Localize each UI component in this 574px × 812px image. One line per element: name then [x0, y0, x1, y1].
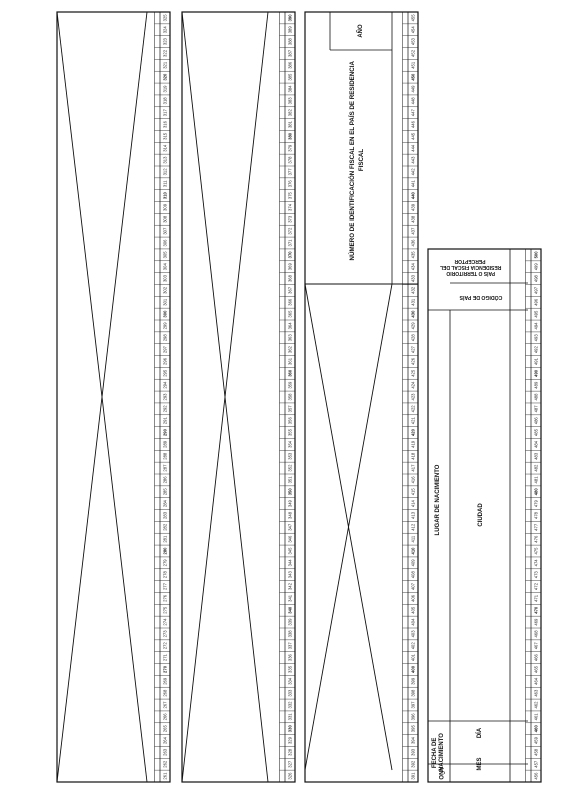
cell-number: 480: [533, 488, 539, 496]
cell-number: 489: [533, 381, 539, 389]
cell-number: 376: [287, 180, 293, 188]
cell-number: 500: [533, 251, 539, 259]
cell-number: 452: [410, 49, 416, 57]
cell-number: 300: [162, 310, 168, 318]
cell-number: 344: [287, 559, 293, 567]
cell-number: 406: [410, 594, 416, 602]
cell-number: 316: [162, 121, 168, 129]
cell-number: 334: [287, 677, 293, 685]
cell-number: 322: [162, 49, 168, 57]
cell-number: 433: [410, 275, 416, 283]
cell-number: 380: [287, 132, 293, 140]
cell-number: 461: [533, 713, 539, 721]
cell-number: 496: [533, 298, 539, 306]
cell-number: 456: [533, 772, 539, 780]
cell-number: 312: [162, 168, 168, 176]
cell-number: 442: [410, 168, 416, 176]
cell-number: 421: [410, 417, 416, 425]
cell-number: 277: [162, 583, 168, 591]
cell-number: 487: [533, 405, 539, 413]
cell-number: 385: [287, 73, 293, 81]
cell-number: 458: [533, 748, 539, 756]
cell-number: 315: [162, 132, 168, 140]
cell-number: 382: [287, 109, 293, 117]
cell-number: 303: [162, 275, 168, 283]
panel-3-number-strip: [403, 12, 419, 782]
pais-header-line-1: PAÍS O TERRITORIO: [446, 270, 496, 276]
cell-number: 475: [533, 547, 539, 555]
cell-number: 284: [162, 500, 168, 508]
panel-3-title-line-2: FISCAL: [358, 148, 365, 172]
cell-number: 387: [287, 49, 293, 57]
cell-number: 410: [410, 547, 416, 555]
cell-number: 280: [162, 547, 168, 555]
cell-number: 321: [162, 61, 168, 69]
cell-number: 440: [410, 192, 416, 200]
cell-number: 345: [287, 547, 293, 555]
cell-number: 455: [410, 14, 416, 22]
cell-number: 279: [162, 559, 168, 567]
cell-number: 364: [287, 322, 293, 330]
cell-number: 417: [410, 464, 416, 472]
cell-number: 449: [410, 85, 416, 93]
cell-number: 362: [287, 346, 293, 354]
cell-number: 499: [533, 263, 539, 271]
cell-number: 311: [162, 180, 168, 188]
cell-number: 465: [533, 665, 539, 673]
cell-number: 346: [287, 535, 293, 543]
cell-number: 323: [162, 38, 168, 46]
cell-number: 295: [162, 369, 168, 377]
pais-header-line-2: RESIDENCIA FISCAL DEL: [440, 264, 502, 270]
cell-number: 418: [410, 452, 416, 460]
cell-number: 361: [287, 357, 293, 365]
cell-number: 297: [162, 346, 168, 354]
cell-number: 278: [162, 571, 168, 579]
panel-2: [182, 12, 295, 782]
cell-number: 419: [410, 440, 416, 448]
dia-label: DÍA: [477, 727, 483, 739]
cell-number: 477: [533, 523, 539, 531]
cell-number: 366: [287, 298, 293, 306]
cell-number: 332: [287, 701, 293, 709]
cell-number: 459: [533, 737, 539, 745]
cell-number: 488: [533, 393, 539, 401]
cell-number: 407: [410, 583, 416, 591]
cell-number: 283: [162, 511, 168, 519]
ano-label: AÑO: [437, 766, 443, 780]
cell-number: 378: [287, 156, 293, 164]
cell-number: 494: [533, 322, 539, 330]
cell-number: 329: [287, 737, 293, 745]
cell-number: 403: [410, 630, 416, 638]
cell-number: 298: [162, 334, 168, 342]
cell-number: 291: [162, 417, 168, 425]
cell-number: 275: [162, 606, 168, 614]
cell-number: 294: [162, 381, 168, 389]
cell-number: 357: [287, 405, 293, 413]
cell-number: 457: [533, 760, 539, 768]
cell-number: 335: [287, 665, 293, 673]
cell-number: 281: [162, 535, 168, 543]
cell-number: 460: [533, 725, 539, 733]
cell-number: 415: [410, 488, 416, 496]
cell-number: 399: [410, 677, 416, 685]
cell-number: 388: [287, 38, 293, 46]
cell-number: 486: [533, 417, 539, 425]
cell-number: 313: [162, 156, 168, 164]
cell-number: 464: [533, 677, 539, 685]
cell-number: 266: [162, 713, 168, 721]
cell-number: 446: [410, 121, 416, 129]
cell-number: 424: [410, 381, 416, 389]
cell-number: 288: [162, 452, 168, 460]
cell-number: 425: [410, 369, 416, 377]
cell-number: 372: [287, 227, 293, 235]
cell-number: 314: [162, 144, 168, 152]
cell-number: 412: [410, 523, 416, 531]
cell-number: 262: [162, 760, 168, 768]
cell-number: 309: [162, 203, 168, 211]
cell-number: 404: [410, 618, 416, 626]
cell-number: 349: [287, 500, 293, 508]
cell-number: 287: [162, 464, 168, 472]
fecha-header-line-1: FECHA DE: [432, 737, 438, 769]
cell-number: 429: [410, 322, 416, 330]
pais-header-line-3: PERCEPTOR: [454, 258, 486, 264]
cell-number: 308: [162, 215, 168, 223]
cell-number: 269: [162, 677, 168, 685]
cell-number: 485: [533, 429, 539, 437]
cell-number: 355: [287, 429, 293, 437]
cell-number: 484: [533, 440, 539, 448]
cell-number: 416: [410, 476, 416, 484]
panel-3-title: [348, 60, 365, 261]
cell-number: 411: [410, 535, 416, 543]
cell-number: 373: [287, 215, 293, 223]
cell-number: 396: [410, 713, 416, 721]
cell-number: 290: [162, 429, 168, 437]
cell-number: 402: [410, 642, 416, 650]
cell-number: 493: [533, 334, 539, 342]
cell-number: 353: [287, 452, 293, 460]
cell-number: 286: [162, 476, 168, 484]
panel-4-border: [428, 249, 541, 782]
cell-number: 474: [533, 559, 539, 567]
cell-number: 347: [287, 523, 293, 531]
cell-number: 356: [287, 417, 293, 425]
cell-number: 359: [287, 381, 293, 389]
cell-number: 363: [287, 334, 293, 342]
cell-number: 318: [162, 97, 168, 105]
cell-number: 422: [410, 405, 416, 413]
cell-number: 352: [287, 464, 293, 472]
cell-number: 299: [162, 322, 168, 330]
cell-number: 339: [287, 618, 293, 626]
cell-number: 268: [162, 689, 168, 697]
cell-number: 320: [162, 73, 168, 81]
panel-2-number-strip: [280, 12, 296, 782]
cell-number: 409: [410, 559, 416, 567]
cell-number: 274: [162, 618, 168, 626]
cell-number: 333: [287, 689, 293, 697]
cell-number: 264: [162, 737, 168, 745]
cell-number: 319: [162, 85, 168, 93]
cell-number: 462: [533, 701, 539, 709]
cell-number: 483: [533, 452, 539, 460]
panel-3-border: [305, 12, 418, 782]
cell-number: 282: [162, 523, 168, 531]
cell-number: 307: [162, 227, 168, 235]
cell-number: 331: [287, 713, 293, 721]
panel-1-number-strip: [155, 12, 171, 782]
cell-number: 391: [410, 772, 416, 780]
cell-number: 337: [287, 642, 293, 650]
cell-number: 341: [287, 594, 293, 602]
cell-number: 306: [162, 239, 168, 247]
cell-number: 423: [410, 393, 416, 401]
cell-number: 265: [162, 725, 168, 733]
cell-number: 453: [410, 38, 416, 46]
cell-number: 470: [533, 606, 539, 614]
cell-number: 289: [162, 440, 168, 448]
cell-number: 370: [287, 251, 293, 259]
cell-number: 304: [162, 263, 168, 271]
cell-number: 437: [410, 227, 416, 235]
cell-number: 473: [533, 571, 539, 579]
cell-number: 371: [287, 239, 293, 247]
cell-number: 358: [287, 393, 293, 401]
panel-4: [428, 249, 541, 782]
cell-number: 301: [162, 298, 168, 306]
cell-number: 271: [162, 654, 168, 662]
cell-number: 397: [410, 701, 416, 709]
cell-number: 360: [287, 369, 293, 377]
lugar-header: LUGAR DE NACIMIENTO: [435, 464, 441, 536]
cell-number: 263: [162, 748, 168, 756]
cell-number: 408: [410, 571, 416, 579]
cell-number: 482: [533, 464, 539, 472]
ciudad-label: CIUDAD: [478, 503, 484, 527]
cell-number: 327: [287, 760, 293, 768]
cell-number: 472: [533, 583, 539, 591]
cell-number: 430: [410, 310, 416, 318]
cell-number: 272: [162, 642, 168, 650]
cell-number: 492: [533, 346, 539, 354]
cell-number: 444: [410, 144, 416, 152]
cell-number: 427: [410, 346, 416, 354]
cell-number: 292: [162, 405, 168, 413]
cell-number: 326: [287, 772, 293, 780]
cell-number: 351: [287, 476, 293, 484]
cell-number: 468: [533, 630, 539, 638]
cell-number: 491: [533, 358, 539, 366]
cell-number: 375: [287, 192, 293, 200]
panel-4-number-strip: [526, 249, 542, 782]
pais-header: [439, 258, 502, 278]
cell-number: 270: [162, 665, 168, 673]
cell-number: 445: [410, 132, 416, 140]
cell-number: 325: [162, 14, 168, 22]
cell-number: 438: [410, 215, 416, 223]
cell-number: 467: [533, 642, 539, 650]
cell-number: 497: [533, 286, 539, 294]
cell-number: 383: [287, 97, 293, 105]
panel-3: [305, 12, 418, 782]
cell-number: 374: [287, 203, 293, 211]
cell-number: 481: [533, 476, 539, 484]
cell-number: 342: [287, 583, 293, 591]
cell-number: 384: [287, 85, 293, 93]
cell-number: 368: [287, 275, 293, 283]
cell-number: 431: [410, 298, 416, 306]
panel-3-title-line-1: NÚMERO DE IDENTIFICACIÓN FISCAL EN EL PAÍS DE RESIDENCIA: [349, 61, 356, 261]
cell-number: 394: [410, 737, 416, 745]
cell-number: 330: [287, 725, 293, 733]
cell-number: 324: [162, 26, 168, 34]
fecha-header-line-2: NACIMIENTO: [439, 733, 445, 771]
cell-number: 343: [287, 571, 293, 579]
cell-number: 471: [533, 594, 539, 602]
cell-number: 381: [287, 121, 293, 129]
codigo-pais-label: CÓDIGO DE PAÍS: [459, 294, 503, 300]
cell-number: 463: [533, 689, 539, 697]
cell-number: 389: [287, 26, 293, 34]
cell-number: 405: [410, 606, 416, 614]
cell-number: 350: [287, 488, 293, 496]
cell-number: 436: [410, 239, 416, 247]
cell-number: 328: [287, 748, 293, 756]
panel-1-border: [57, 12, 170, 782]
panel-1: [57, 12, 170, 782]
cell-number: 413: [410, 511, 416, 519]
cell-number: 267: [162, 701, 168, 709]
cell-number: 336: [287, 654, 293, 662]
cell-number: 443: [410, 156, 416, 164]
cell-number: 398: [410, 689, 416, 697]
cell-number: 447: [410, 109, 416, 117]
cell-number: 296: [162, 357, 168, 365]
cell-number: 390: [287, 14, 293, 22]
cell-number: 340: [287, 606, 293, 614]
cell-number: 495: [533, 310, 539, 318]
cell-number: 365: [287, 310, 293, 318]
panel-2-border: [182, 12, 295, 782]
cell-number: 414: [410, 500, 416, 508]
cell-number: 386: [287, 61, 293, 69]
cell-number: 490: [533, 369, 539, 377]
cell-number: 478: [533, 512, 539, 519]
cell-number: 395: [410, 725, 416, 733]
cell-number: 435: [410, 251, 416, 259]
cell-number: 379: [287, 144, 293, 152]
cell-number: 401: [410, 654, 416, 662]
cell-number: 428: [410, 334, 416, 342]
fecha-header: [432, 733, 445, 771]
cell-number: 432: [410, 286, 416, 294]
cell-number: 434: [410, 263, 416, 271]
cell-number: 302: [162, 286, 168, 294]
cell-number: 392: [410, 760, 416, 768]
cell-number: 273: [162, 630, 168, 638]
cell-number: 310: [162, 192, 168, 200]
cell-number: 476: [533, 535, 539, 543]
cell-number: 448: [410, 97, 416, 105]
cell-number: 450: [410, 73, 416, 81]
cell-number: 367: [287, 286, 293, 294]
cell-number: 338: [287, 630, 293, 638]
cell-number: 377: [287, 168, 293, 176]
cell-number: 348: [287, 511, 293, 519]
cell-number: 498: [533, 275, 539, 283]
cell-number: 469: [533, 618, 539, 626]
cell-number: 369: [287, 263, 293, 271]
cell-number: 426: [410, 357, 416, 365]
cell-number: 420: [410, 429, 416, 437]
cell-number: 451: [410, 61, 416, 69]
cell-number: 466: [533, 654, 539, 662]
cell-number: 400: [410, 665, 416, 673]
year-label: AÑO: [358, 24, 364, 38]
cell-number: 276: [162, 594, 168, 602]
cell-number: 393: [410, 748, 416, 756]
mes-label: MES: [477, 757, 483, 771]
cell-number: 454: [410, 26, 416, 34]
cell-number: 479: [533, 500, 539, 508]
cell-number: 354: [287, 440, 293, 448]
cell-number: 317: [162, 109, 168, 117]
cell-number: 293: [162, 393, 168, 401]
cell-number: 441: [410, 180, 416, 188]
cell-number: 285: [162, 488, 168, 496]
cell-number: 439: [410, 203, 416, 211]
cell-number: 305: [162, 251, 168, 259]
cell-number: 261: [162, 772, 168, 780]
